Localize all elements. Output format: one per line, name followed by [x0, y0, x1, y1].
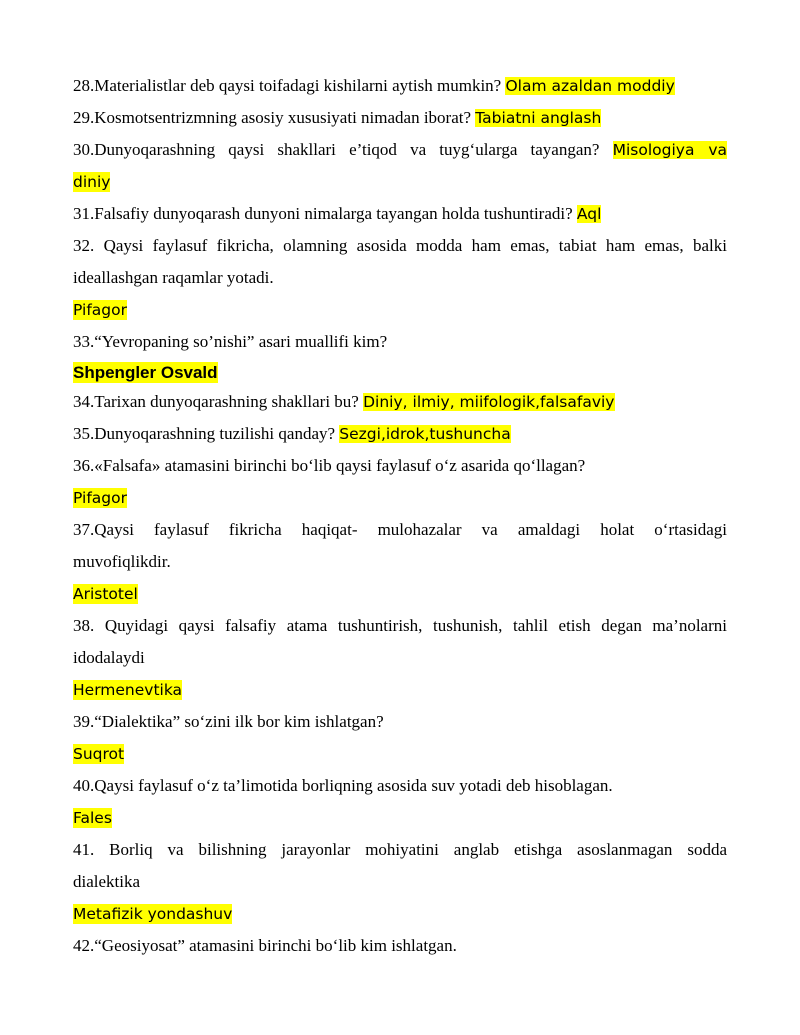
question-text: 37.Qaysi faylasuf fikricha haqiqat- mulohazalar va amaldagi holat o‘rtasidagi: [73, 520, 727, 539]
question-text: 40.Qaysi faylasuf o‘z ta’limotida borliqning asosida suv yotadi deb hisoblagan.: [73, 776, 613, 795]
question-31: [73, 198, 727, 230]
answer-highlight: Hermenevtika: [73, 681, 183, 699]
question-text: 30.Dunyoqarashning qaysi shakllari e’tiqod va tuyg‘ularga tayangan?: [73, 140, 613, 159]
question-text: 28.Materialistlar deb qaysi toifadagi kishilarni aytish mumkin?: [73, 76, 506, 95]
answer-30-cont: [73, 166, 727, 198]
answer-highlight: Metafizik yondashuv: [73, 905, 233, 923]
question-37-cont: [73, 546, 727, 578]
question-text: muvofiqlikdir.: [73, 552, 171, 571]
question-38: [73, 610, 727, 642]
question-text: 34.Tarixan dunyoqarashning shakllari bu?: [73, 392, 364, 411]
question-34: [73, 386, 727, 418]
answer-highlight: Tabiatni anglash: [475, 109, 602, 127]
question-29: [73, 102, 727, 134]
question-text: 41. Borliq va bilishning jarayonlar mohiyatini anglab etishga asoslanmagan sodda: [73, 840, 727, 859]
answer-highlight: Aristotel: [73, 585, 138, 603]
question-40: [73, 770, 727, 802]
answer-highlight: Shpengler Osvald: [73, 363, 218, 382]
question-33: [73, 326, 727, 358]
answer-highlight: Olam azaldan moddiy: [505, 77, 675, 95]
answer-highlight: Suqrot: [73, 745, 125, 763]
answer-highlight: Aql: [576, 205, 602, 223]
answer-highlight: Diniy, ilmiy, miifologik,falsafaviy: [363, 393, 615, 411]
question-text: 32. Qaysi faylasuf fikricha, olamning asosida modda ham emas, tabiat ham emas, balki: [73, 236, 727, 255]
document-page: [73, 70, 727, 962]
answer-highlight: Sezgi,idrok,tushuncha: [339, 425, 511, 443]
answer-33: [73, 358, 727, 386]
answer-36: [73, 482, 727, 514]
question-35: [73, 418, 727, 450]
answer-highlight: Misologiya va: [612, 141, 727, 159]
question-32-cont: [73, 262, 727, 294]
question-39: [73, 706, 727, 738]
answer-highlight: Pifagor: [73, 489, 127, 507]
question-41: [73, 834, 727, 866]
question-text: 38. Quyidagi qaysi falsafiy atama tushuntirish, tushunish, tahlil etish degan ma’nolarni: [73, 616, 727, 635]
answer-39: [73, 738, 727, 770]
question-37: [73, 514, 727, 546]
question-text: 31.Falsafiy dunyoqarash dunyoni nimalarga tayangan holda tushuntiradi?: [73, 204, 577, 223]
question-text: 39.“Dialektika” so‘zini ilk bor kim ishlatgan?: [73, 712, 384, 731]
question-text: 35.Dunyoqarashning tuzilishi qanday?: [73, 424, 340, 443]
question-text: 42.“Geosiyosat” atamasini birinchi bo‘lib kim ishlatgan.: [73, 936, 457, 955]
question-text: 36.«Falsafa» atamasini birinchi bo‘lib qaysi faylasuf o‘z asarida qo‘llagan?: [73, 456, 586, 475]
question-36: [73, 450, 727, 482]
question-38-cont: [73, 642, 727, 674]
question-text: ideallashgan raqamlar yotadi.: [73, 268, 274, 287]
question-text: idodalaydi: [73, 648, 145, 667]
answer-highlight: Fales: [73, 809, 112, 827]
answer-40: [73, 802, 727, 834]
answer-highlight: diniy: [73, 173, 111, 191]
question-30: [73, 134, 727, 166]
question-text: 29.Kosmotsentrizmning asosiy xususiyati nimadan iborat?: [73, 108, 476, 127]
answer-41: [73, 898, 727, 930]
answer-37: [73, 578, 727, 610]
question-text: dialektika: [73, 872, 141, 891]
question-42: [73, 930, 727, 962]
question-41-cont: [73, 866, 727, 898]
question-32: [73, 230, 727, 262]
answer-38: [73, 674, 727, 706]
question-28: [73, 70, 727, 102]
answer-highlight: Pifagor: [73, 301, 127, 319]
question-text: 33.“Yevropaning so’nishi” asari muallifi kim?: [73, 332, 388, 351]
answer-32: [73, 294, 727, 326]
